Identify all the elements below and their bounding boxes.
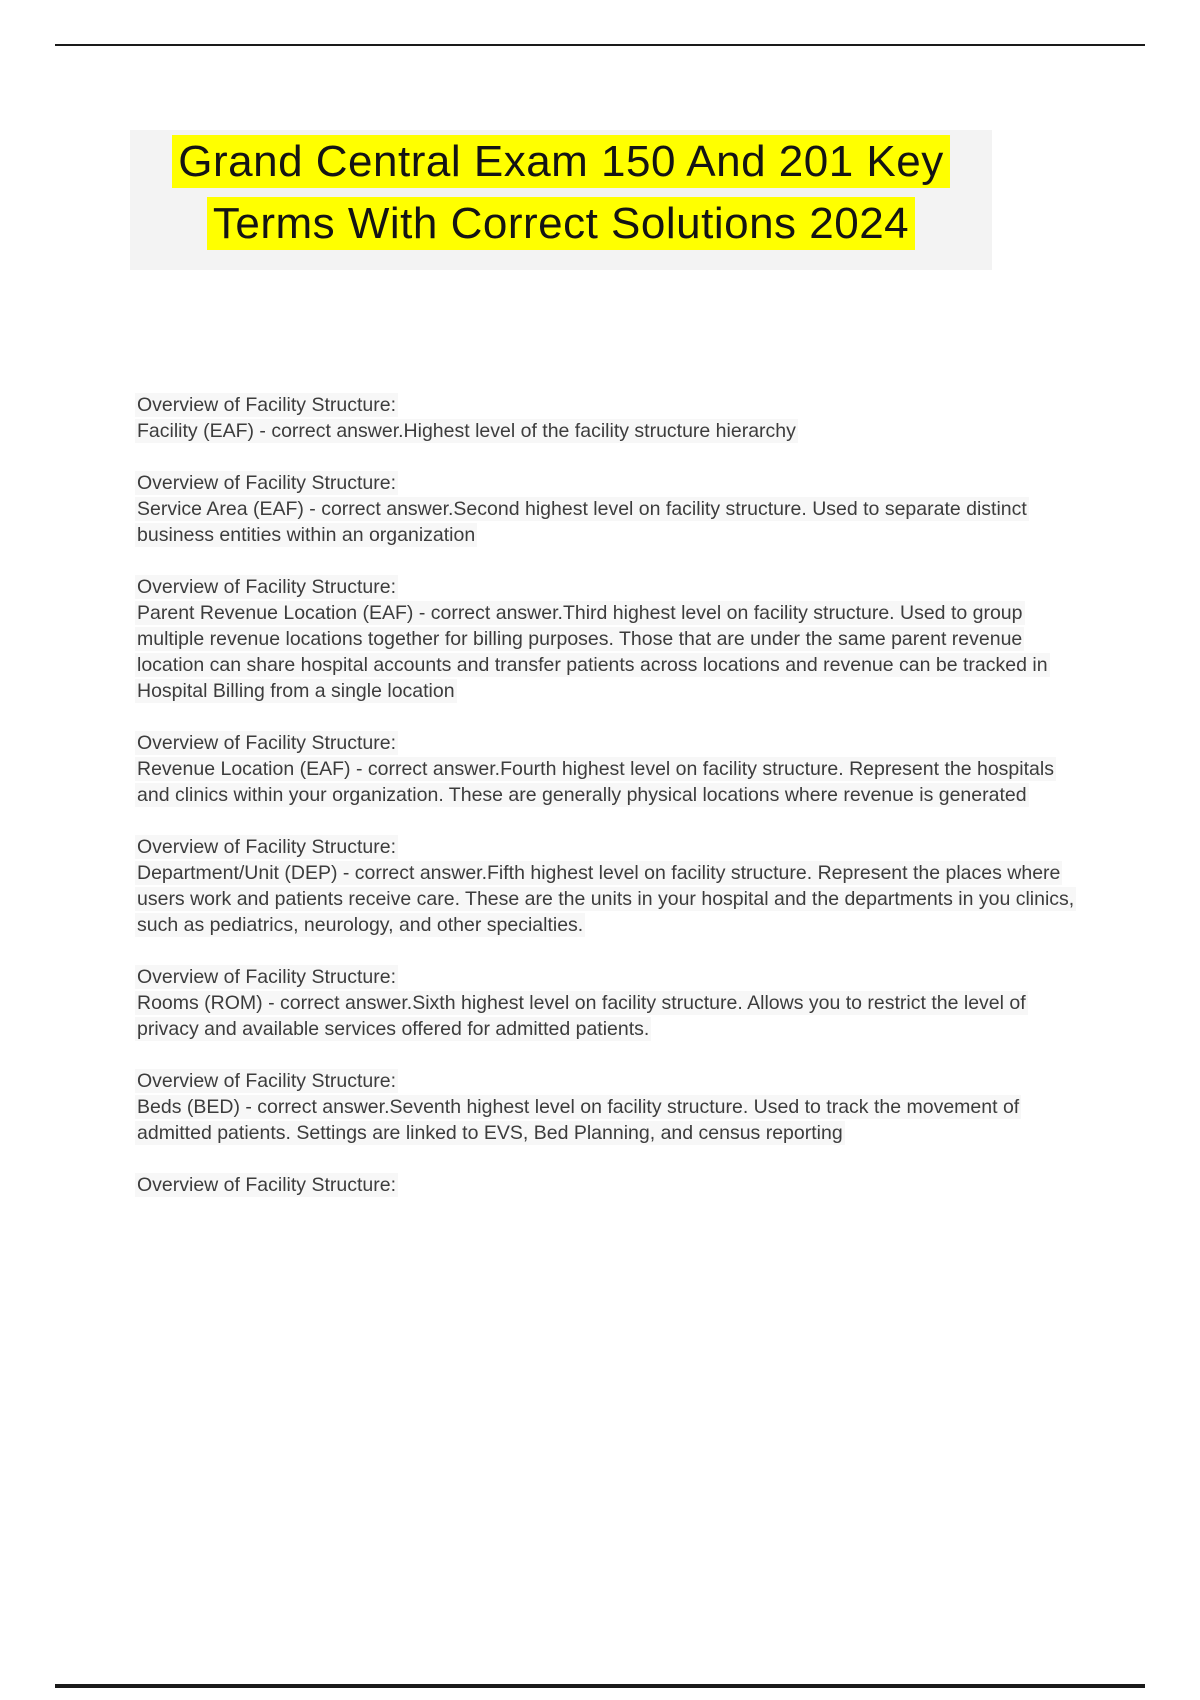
entry-heading [135, 470, 1075, 496]
entry-heading-text: Overview of Facility Structure: [137, 394, 396, 416]
term-entry [135, 392, 1075, 444]
entry-body-text: Revenue Location (EAF) - correct answer.Fourth highest level on facility structure. Represent the hospitals and clinics within your organization. These are generally physical locations where revenue is generated [137, 758, 1054, 806]
entry-body [135, 756, 1075, 808]
entry-body [135, 1094, 1075, 1146]
entry-heading-text: Overview of Facility Structure: [137, 966, 396, 988]
entry-heading [135, 574, 1075, 600]
entry-heading [135, 834, 1075, 860]
entry-body [135, 860, 1075, 938]
entry-heading [135, 1068, 1075, 1094]
entry-heading-text: Overview of Facility Structure: [137, 836, 396, 858]
entry-heading-text: Overview of Facility Structure: [137, 576, 396, 598]
top-border-rule [55, 44, 1145, 46]
entry-heading [135, 392, 1075, 418]
entry-body-text: Parent Revenue Location (EAF) - correct answer.Third highest level on facility structure. Used to group multiple revenue locations together for billing purposes. Those that are under the same parent revenue location can share hospital accounts and transfer patients across locations and revenue can be tracked in Hospital Billing from a single location [137, 602, 1048, 702]
title-line-2-text: Terms With Correct Solutions 2024 [207, 197, 915, 250]
entry-body [135, 496, 1075, 548]
entry-heading [135, 964, 1075, 990]
bottom-border-rule [55, 1684, 1145, 1688]
term-entry [135, 964, 1075, 1042]
entry-heading [135, 1172, 1075, 1198]
entry-body-text: Service Area (EAF) - correct answer.Second highest level on facility structure. Used to separate distinct business entities within an organization [137, 498, 1027, 546]
term-entry [135, 1068, 1075, 1146]
entry-body [135, 418, 1075, 444]
entry-body-text: Department/Unit (DEP) - correct answer.Fifth highest level on facility structure. Represent the places where users work and patients receive care. These are the units in your hospital and the departments in you clinics, such as pediatrics, neurology, and other specialties. [137, 862, 1075, 936]
term-entry [135, 1172, 1075, 1198]
term-entry [135, 730, 1075, 808]
term-entry [135, 574, 1075, 704]
entry-heading [135, 730, 1075, 756]
entry-heading-text: Overview of Facility Structure: [137, 1174, 396, 1196]
entry-heading-text: Overview of Facility Structure: [137, 732, 396, 754]
entry-body [135, 600, 1075, 704]
entry-body-text: Beds (BED) - correct answer.Seventh highest level on facility structure. Used to track the movement of admitted patients. Settings are linked to EVS, Bed Planning, and census reporting [137, 1096, 1020, 1144]
title-line-1-text: Grand Central Exam 150 And 201 Key [172, 135, 949, 188]
term-entry [135, 470, 1075, 548]
entry-body-text: Rooms (ROM) - correct answer.Sixth highest level on facility structure. Allows you to restrict the level of privacy and available services offered for admitted patients. [137, 992, 1026, 1040]
entry-heading-text: Overview of Facility Structure: [137, 1070, 396, 1092]
term-entry [135, 834, 1075, 938]
entry-heading-text: Overview of Facility Structure: [137, 472, 396, 494]
entry-body-text: Facility (EAF) - correct answer.Highest level of the facility structure hierarchy [137, 420, 796, 442]
document-body [135, 392, 1075, 1224]
document-title [130, 130, 992, 270]
title-line-1 [130, 136, 992, 198]
title-line-2 [130, 198, 992, 260]
entry-body [135, 990, 1075, 1042]
